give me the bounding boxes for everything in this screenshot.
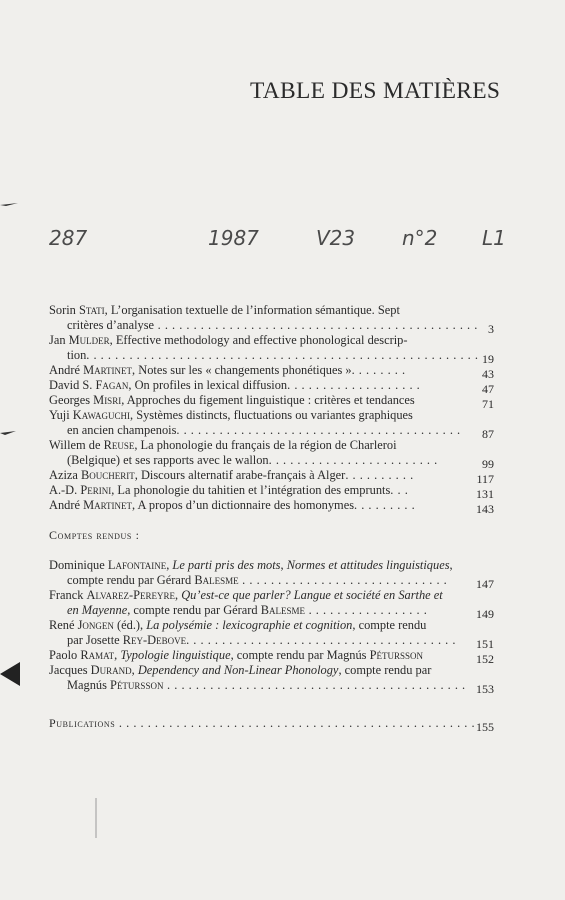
- toc-entry-kawaguchi-cont: en ancien champenois. . . . . . . . . . . . . . . . . . . . . . . . . . . . . . . . . . . . . . . . 87: [67, 423, 494, 441]
- page-scratch-mark: [95, 798, 97, 838]
- handwritten-note-1: 287: [49, 226, 88, 250]
- review-entry-jongen-cont: par Josette Rey-Debove. . . . . . . . . . . . . . . . . . . . . . . . . . . . . . . . . . . . . . 151: [67, 633, 494, 651]
- handwritten-note-3: V23: [316, 226, 356, 250]
- page-title: TABLE DES MATIÈRES: [250, 78, 501, 104]
- table-of-contents: [49, 303, 494, 734]
- toc-entry-martinet-1: André Martinet, Notes sur les « changements phonétiques ». . . . . . . . 43: [49, 363, 494, 381]
- handwritten-note-4: n°2: [402, 226, 438, 250]
- toc-entry-kawaguchi: Yuji Kawaguchi, Systèmes distincts, fluctuations ou variantes graphiques: [49, 408, 413, 422]
- review-entry-lafontaine: Dominique Lafontaine, Le parti pris des mots, Normes et attitudes linguistiques,: [49, 558, 453, 572]
- toc-entry-martinet-2: André Martinet, A propos d’un dictionnaire des homonymes. . . . . . . . . 143: [49, 498, 494, 516]
- binding-mark-2: [0, 425, 22, 441]
- review-entry-ramat: Paolo Ramat, Typologie linguistique, compte rendu par Magnús Pétursson 152: [49, 648, 494, 666]
- review-entry-jongen: René Jongen (éd.), La polysémie : lexicographie et cognition, compte rendu: [49, 618, 427, 632]
- binding-mark-1: [0, 197, 22, 213]
- section-heading-comptes-rendus: Comptes rendus :: [49, 528, 140, 542]
- review-entry-durand-cont: Magnús Pétursson . . . . . . . . . . . . . . . . . . . . . . . . . . . . . . . . . . . . . . . . . . 153: [67, 678, 494, 696]
- toc-entry-mulder: Jan Mulder, Effective methodology and effective phonological descrip-: [49, 333, 408, 347]
- review-entry-alvarez-cont: en Mayenne, compte rendu par Gérard Balesme . . . . . . . . . . . . . . . . . 149: [67, 603, 494, 621]
- toc-entry-reuse: Willem de Reuse, La phonologie du français de la région de Charleroi: [49, 438, 397, 452]
- review-entry-alvarez: Franck Alvarez-Pereyre, Qu’est-ce que parler? Langue et société en Sarthe et: [49, 588, 443, 602]
- toc-entry-stati: Sorin Stati, L’organisation textuelle de l’information sémantique. Sept: [49, 303, 400, 317]
- toc-entry-mulder-cont: tion. . . . . . . . . . . . . . . . . . . . . . . . . . . . . . . . . . . . . . . . . . . . . . . . . . . . . . . 19: [67, 348, 494, 366]
- handwritten-note-2: 1987: [208, 226, 259, 250]
- review-entry-durand: Jacques Durand, Dependency and Non-Linear Phonology, compte rendu par: [49, 663, 432, 677]
- toc-entry-reuse-cont: (Belgique) et ses rapports avec le wallon. . . . . . . . . . . . . . . . . . . . . . . . 99: [67, 453, 494, 471]
- toc-entry-stati-cont: critères d’analyse . . . . . . . . . . . . . . . . . . . . . . . . . . . . . . . . . . . . . . . . . . . . . 3: [67, 318, 494, 336]
- review-entry-lafontaine-cont: compte rendu par Gérard Balesme . . . . . . . . . . . . . . . . . . . . . . . . . . . . . 147: [67, 573, 494, 591]
- binding-mark-3: [0, 660, 22, 688]
- toc-entry-boucherit: Aziza Boucherit, Discours alternatif arabe-français à Alger. . . . . . . . . . 117: [49, 468, 494, 486]
- toc-entry-misri: Georges Misri, Approches du figement linguistique : critères et tendances 71: [49, 393, 494, 411]
- handwritten-note-5: L1: [482, 226, 506, 250]
- toc-entry-publications: Publications . . . . . . . . . . . . . . . . . . . . . . . . . . . . . . . . . . . . . . . . . . . . . . . . . . 155: [49, 716, 494, 734]
- toc-entry-perini: A.-D. Perini, La phonologie du tahitien et l’intégration des emprunts. . . 131: [49, 483, 494, 501]
- toc-entry-fagan: David S. Fagan, On profiles in lexical diffusion. . . . . . . . . . . . . . . . . . . 47: [49, 378, 494, 396]
